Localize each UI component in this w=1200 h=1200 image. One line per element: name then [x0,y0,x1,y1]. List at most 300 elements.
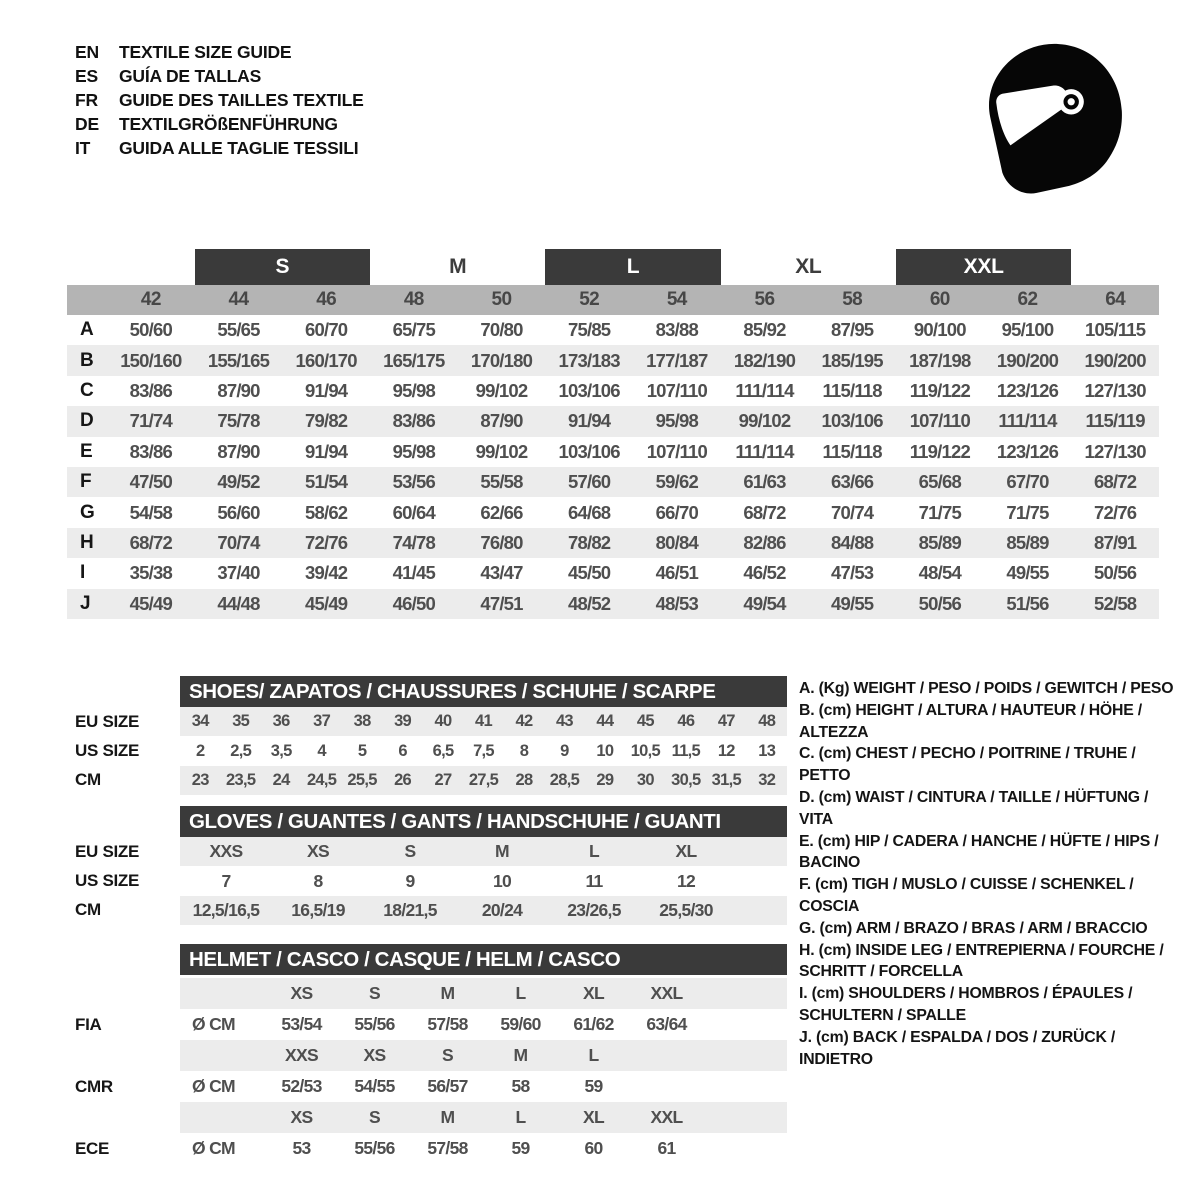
size-cell: 20/24 [481,899,523,920]
size-cell: 41 [475,712,492,731]
size-value-cell: 71/75 [918,501,961,523]
helmet-rows [67,978,788,1164]
size-value-cell: 70/74 [217,531,260,553]
language-title-es: GUÍA DE TALLAS [119,66,262,86]
size-cell: 9 [405,870,415,891]
size-cell: 25,5 [347,770,377,789]
helmet-size-label: XS [290,983,313,1003]
size-cell: 12 [717,741,735,760]
standard-label-ece: ECE [75,1138,110,1158]
size-cell: 12,5/16,5 [192,899,260,920]
size-group-s: S [195,249,370,285]
language-row [75,64,364,88]
textile-row-g [67,497,1159,527]
size-cell: 25,5/30 [659,899,713,920]
numeric-size-50: 50 [491,289,512,310]
gloves-size-table [67,806,788,925]
size-value-cell: 91/94 [305,440,348,462]
size-value-cell: 103/106 [558,440,620,462]
textile-row-d [67,406,1159,436]
helmet-value-cell: 53 [292,1138,311,1158]
size-cell: 47 [717,712,735,731]
helmet-value-cell: 59 [584,1076,603,1096]
numeric-size-52: 52 [579,289,600,310]
size-cell: 28,5 [549,770,580,789]
size-value-cell: 99/102 [475,440,528,462]
shoes-cells [180,707,787,736]
measurement-legend [799,678,1174,1070]
size-value-cell: 44/48 [217,592,260,614]
size-value-cell: 68/72 [743,501,786,523]
size-cell: 40 [434,712,452,731]
size-value-cell: 187/198 [909,349,971,371]
row-letter-b: B [80,349,94,371]
size-value-cell: 87/90 [217,379,260,401]
size-value-cell: 46/50 [392,592,435,614]
size-value-cell: 127/130 [1084,440,1146,462]
size-value-cell: 65/68 [918,471,961,493]
shoes-cells [180,766,787,795]
size-value-cell: 48/54 [918,562,961,584]
racing-helmet-icon [980,38,1132,200]
size-value-cell: 43/47 [480,562,523,584]
size-value-cell: 55/65 [217,319,260,341]
helmet-value-cell: 53/54 [281,1014,322,1034]
shoes-section-title: SHOES/ ZAPATOS / CHAUSSURES / SCHUHE / SCARPE [180,676,787,707]
legend-item-b: B. (cm) HEIGHT / ALTURA / HAUTEUR / HÖHE / ALTEZZA [799,701,1142,741]
size-value-cell: 54/58 [129,501,172,523]
size-value-cell: 50/56 [1094,562,1137,584]
helmet-size-label: XS [290,1107,313,1127]
size-cell: 11 [585,870,603,891]
language-code-es: ES [75,66,98,86]
size-value-cell: 115/118 [822,440,882,462]
size-value-cell: 165/175 [383,349,445,371]
size-value-cell: 111/114 [998,410,1057,432]
size-value-cell: 83/86 [129,440,172,462]
row-letter-d: D [80,410,94,432]
size-value-cell: 95/98 [392,440,435,462]
size-cell: L [589,841,599,862]
size-value-cell: 50/56 [918,592,961,614]
numeric-header-corner [67,285,107,315]
size-cell: 11,5 [671,741,701,760]
unit-label: Ø CM [192,1076,235,1096]
size-value-cell: 39/42 [305,562,348,584]
size-cell: 6 [398,741,407,760]
row-label-eu-size: EU SIZE [75,711,140,731]
size-value-cell: 115/118 [822,379,882,401]
row-letter-h: H [80,531,94,553]
size-group-m: M [449,255,467,278]
size-value-cell: 66/70 [655,501,698,523]
helmet-value-cell: 55/56 [354,1138,395,1158]
legend-item-c: C. (cm) CHEST / PECHO / POITRINE / TRUHE / PETTO [799,745,1136,785]
size-value-cell: 83/86 [392,410,435,432]
size-value-cell: 150/160 [120,349,182,371]
size-value-cell: 49/55 [1006,562,1049,584]
size-value-cell: 91/94 [568,410,611,432]
helmet-value-cell: 59 [511,1138,530,1158]
shoes-row-eu-size [67,707,788,736]
size-cell: 39 [394,712,412,731]
size-value-cell: 68/72 [1094,471,1137,493]
row-label-blank [67,1102,180,1133]
size-value-cell: 75/85 [568,319,611,341]
textile-row-a [67,315,1159,345]
language-row [75,112,364,136]
textile-row-e [67,437,1159,467]
gloves-section-title: GLOVES / GUANTES / GANTS / HANDSCHUHE / GUANTI [180,806,787,837]
size-value-cell: 87/95 [831,319,874,341]
size-value-cell: 47/51 [480,592,523,614]
helmet-value-cells [180,1133,787,1164]
helmet-value-cell: 57/58 [427,1138,468,1158]
size-value-cell: 45/49 [129,592,172,614]
helmet-size-label: XL [583,1107,604,1127]
size-value-cell: 65/75 [392,319,435,341]
textile-row-b [67,345,1159,375]
helmet-value-cells [180,1009,787,1040]
size-value-cell: 72/76 [305,531,348,553]
helmet-size-label: M [440,1107,455,1127]
size-value-cell: 57/60 [568,471,611,493]
helmet-size-label: S [369,1107,380,1127]
size-cell: 2 [195,741,205,760]
shoes-size-table [67,676,788,795]
textile-row-c [67,376,1159,406]
helmet-size-label: L [515,1107,526,1127]
legend-item-a: A. (Kg) WEIGHT / PESO / POIDS / GEWITCH / PESO [799,680,1174,697]
row-label-blank [67,978,180,1009]
size-value-cell: 70/74 [831,501,874,523]
size-value-cell: 99/102 [475,379,528,401]
size-value-cell: 51/56 [1006,592,1049,614]
shoes-row-us-size [67,736,788,765]
language-title-en: TEXTILE SIZE GUIDE [119,42,292,62]
size-value-cell: 182/190 [733,349,796,371]
size-cell: 34 [191,712,209,731]
numeric-size-60: 60 [929,289,950,310]
gloves-cells [180,896,787,925]
size-cell: 38 [353,712,371,731]
size-value-cell: 49/54 [743,592,786,614]
size-cell: S [404,841,416,862]
size-cell: 45 [636,712,654,731]
row-label-cm: CM [75,770,101,790]
row-letter-i: I [80,562,86,584]
row-label-eu-size: EU SIZE [75,841,140,861]
size-cell: 23,5 [226,770,256,789]
size-value-cell: 103/106 [558,379,620,401]
size-cell: 24,5 [306,770,337,789]
language-title-it: GUIDA ALLE TAGLIE TESSILI [119,138,359,158]
size-value-cell: 85/92 [743,319,786,341]
shoes-cells [180,736,787,765]
numeric-size-58: 58 [842,289,863,310]
size-group-header-row [67,249,1159,285]
legend-item-g: G. (cm) ARM / BRAZO / BRAS / ARM / BRACCIO [799,919,1148,937]
numeric-size-header-row [67,285,1159,315]
numeric-size-46: 46 [316,289,337,310]
helmet-value-cell: 61/62 [573,1014,614,1034]
size-cell: XS [307,841,329,862]
row-letter-f: F [80,471,92,493]
size-value-cell: 111/114 [735,440,794,462]
size-cell: XXS [209,841,243,862]
gloves-row-us-size [67,866,788,895]
size-cell: 37 [313,712,331,731]
size-group-l: L [545,249,720,285]
helmet-value-cell: 58 [511,1076,530,1096]
size-cell: 3,5 [270,741,292,760]
size-cell: 9 [560,741,569,760]
size-cell: 13 [758,741,776,760]
helmet-size-cells [180,978,787,1009]
size-value-cell: 62/66 [480,501,523,523]
row-letter-a: A [80,319,94,341]
size-cell: 5 [357,741,367,760]
textile-row-j [67,589,1159,619]
gloves-row-cm [67,896,788,925]
helmet-size-label: XXL [650,1107,683,1127]
helmet-size-label: S [369,983,380,1003]
size-value-cell: 49/55 [831,592,874,614]
size-cell: 27 [434,770,452,789]
size-value-cell: 82/86 [743,531,786,553]
language-title-fr: GUIDE DES TAILLES TEXTILE [119,90,364,110]
size-value-cell: 107/110 [646,379,707,401]
helmet-value-cell: 52/53 [281,1076,322,1096]
helmet-value-cell: 60 [584,1138,603,1158]
helmet-sizes-row-cmr [67,1040,788,1071]
size-value-cell: 72/76 [1094,501,1137,523]
size-cell: 6,5 [432,741,454,760]
size-cell: 7 [221,870,231,891]
gloves-cells [180,837,787,866]
numeric-size-44: 44 [228,289,249,310]
language-row [75,88,364,112]
size-cell: 32 [758,770,776,789]
size-value-cell: 47/50 [129,471,172,493]
size-value-cell: 48/53 [655,592,698,614]
size-value-cell: 48/52 [568,592,611,614]
size-value-cell: 105/115 [1085,319,1146,341]
size-value-cell: 95/98 [655,410,698,432]
numeric-size-48: 48 [403,289,424,310]
language-row [75,40,364,64]
size-value-cell: 173/183 [558,349,620,371]
legend-item-d: D. (cm) WAIST / CINTURA / TAILLE / HÜFTUNG / VITA [799,788,1149,828]
row-letter-e: E [80,440,93,462]
helmet-size-label: XXS [285,1045,318,1065]
size-cell: 35 [232,712,250,731]
size-value-cell: 119/122 [909,379,970,401]
helmet-sizes-row-fia [67,978,788,1009]
helmet-size-label: XXL [650,983,683,1003]
textile-size-table [67,249,1159,619]
size-cell: 2,5 [230,741,252,760]
size-value-cell: 60/64 [392,501,435,523]
size-value-cell: 85/89 [1006,531,1049,553]
size-cell: 8 [519,741,529,760]
size-cell: 26 [394,770,412,789]
row-letter-g: G [80,501,95,523]
helmet-value-cell: 59/60 [500,1014,541,1034]
size-value-cell: 80/84 [655,531,698,553]
size-value-cell: 83/88 [655,319,698,341]
unit-label: Ø CM [192,1014,235,1034]
size-cell: 30,5 [671,770,701,789]
legend-item-j: J. (cm) BACK / ESPALDA / DOS / ZURÜCK / INDIETRO [799,1028,1116,1068]
size-value-cell: 49/52 [217,471,260,493]
shoes-row-cm [67,766,788,795]
helmet-values-row-fia [67,1009,788,1040]
size-value-cell: 46/52 [743,562,786,584]
size-value-cell: 63/66 [831,471,874,493]
helmet-sizes-row-ece [67,1102,788,1133]
size-cell: 42 [515,712,533,731]
size-value-cell: 71/74 [129,410,172,432]
row-label-blank [67,1040,180,1071]
size-value-cell: 127/130 [1084,379,1146,401]
shoes-rows [67,707,788,795]
standard-label-fia: FIA [75,1014,102,1034]
size-cell: 16,5/19 [291,899,345,920]
row-letter-j: J [80,592,91,614]
helmet-value-cell: 54/55 [354,1076,395,1096]
size-cell: 24 [272,770,290,789]
size-value-cell: 177/187 [646,349,708,371]
helmet-size-cells [180,1040,787,1071]
size-value-cell: 123/126 [996,379,1059,401]
size-group-xl: XL [795,255,822,278]
language-code-en: EN [75,42,99,62]
size-value-cell: 75/78 [217,410,260,432]
size-value-cell: 74/78 [392,531,435,553]
size-cell: 10 [492,870,512,891]
helmet-size-label: M [440,983,455,1003]
numeric-size-54: 54 [666,289,687,310]
helmet-value-cell: 63/64 [646,1014,687,1034]
size-value-cell: 107/110 [646,440,707,462]
size-group-xxl: XXL [896,249,1071,285]
size-value-cell: 55/58 [480,471,523,493]
size-value-cell: 46/51 [655,562,698,584]
size-value-cell: 87/90 [480,410,523,432]
size-value-cell: 61/63 [743,471,786,493]
textile-row-f [67,467,1159,497]
textile-table-body [67,315,1159,619]
row-label-cm: CM [75,900,101,920]
gloves-rows [67,837,788,925]
size-value-cell: 50/60 [129,319,172,341]
size-cell: 10,5 [630,741,661,760]
helmet-size-label: XS [363,1045,386,1065]
size-cell: 18/21,5 [383,899,437,920]
size-value-cell: 90/100 [913,319,966,341]
helmet-value-cell: 56/57 [427,1076,468,1096]
numeric-size-64: 64 [1105,289,1126,310]
size-value-cell: 83/86 [129,379,172,401]
size-value-cell: 155/165 [207,349,270,371]
size-value-cell: 99/102 [738,410,791,432]
size-value-cell: 58/62 [305,501,348,523]
size-cell: 12 [676,870,696,891]
size-cell: 31,5 [711,770,741,789]
size-value-cell: 123/126 [996,440,1059,462]
size-cell: 23 [191,770,209,789]
size-value-cell: 78/82 [568,531,611,553]
size-value-cell: 95/100 [1001,319,1054,341]
standard-label-cmr: CMR [75,1076,113,1096]
row-label-us-size: US SIZE [75,741,140,761]
size-value-cell: 41/45 [392,562,435,584]
helmet-size-label: S [442,1045,453,1065]
helmet-value-cell: 57/58 [427,1014,468,1034]
numeric-size-62: 62 [1017,289,1038,310]
legend-item-h: H. (cm) INSIDE LEG / ENTREPIERNA / FOURCHE / SCHRITT / FORCELLA [799,941,1164,981]
size-cell: 7,5 [473,741,494,760]
size-cell: 48 [758,712,776,731]
size-value-cell: 185/195 [821,349,883,371]
size-value-cell: 87/91 [1094,531,1137,553]
size-cell: 44 [596,712,614,731]
size-cell: M [495,841,509,862]
helmet-size-table [67,944,788,1164]
size-value-cell: 87/90 [217,440,260,462]
size-value-cell: 45/49 [305,592,348,614]
size-value-cell: 59/62 [655,471,698,493]
textile-row-i [67,558,1159,588]
size-value-cell: 60/70 [305,319,348,341]
size-value-cell: 56/60 [217,501,260,523]
language-title-de: TEXTILGRÖßENFÜHRUNG [119,114,338,134]
language-title-block [75,40,364,160]
size-value-cell: 47/53 [831,562,874,584]
language-row [75,136,364,160]
size-value-cell: 70/80 [480,319,523,341]
size-value-cell: 190/200 [1084,349,1146,371]
size-value-cell: 37/40 [217,562,260,584]
size-value-cell: 64/68 [568,501,611,523]
legend-item-e: E. (cm) HIP / CADERA / HANCHE / HÜFTE / HIPS / BACINO [799,832,1159,872]
helmet-value-cell: 61 [657,1138,676,1158]
helmet-value-cell: 55/56 [354,1014,395,1034]
helmet-size-label: XL [583,983,604,1003]
row-label-us-size: US SIZE [75,871,140,891]
size-value-cell: 76/80 [480,531,523,553]
size-value-cell: 160/170 [295,349,357,371]
size-value-cell: 79/82 [305,410,348,432]
size-cell: 23/26,5 [567,899,621,920]
unit-label: Ø CM [192,1138,235,1158]
helmet-size-label: L [515,983,526,1003]
size-value-cell: 71/75 [1006,501,1049,523]
size-value-cell: 119/122 [909,440,970,462]
size-value-cell: 84/88 [831,531,874,553]
size-value-cell: 115/119 [1085,410,1145,432]
language-code-it: IT [75,138,91,158]
size-value-cell: 103/106 [821,410,883,432]
textile-row-h [67,528,1159,558]
size-value-cell: 107/110 [909,410,970,432]
size-value-cell: 68/72 [129,531,172,553]
legend-item-f: F. (cm) TIGH / MUSLO / CUISSE / SCHENKEL / COSCIA [799,876,1134,915]
helmet-values-row-cmr [67,1071,788,1102]
size-value-cell: 53/56 [392,471,435,493]
helmet-values-row-ece [67,1133,788,1164]
